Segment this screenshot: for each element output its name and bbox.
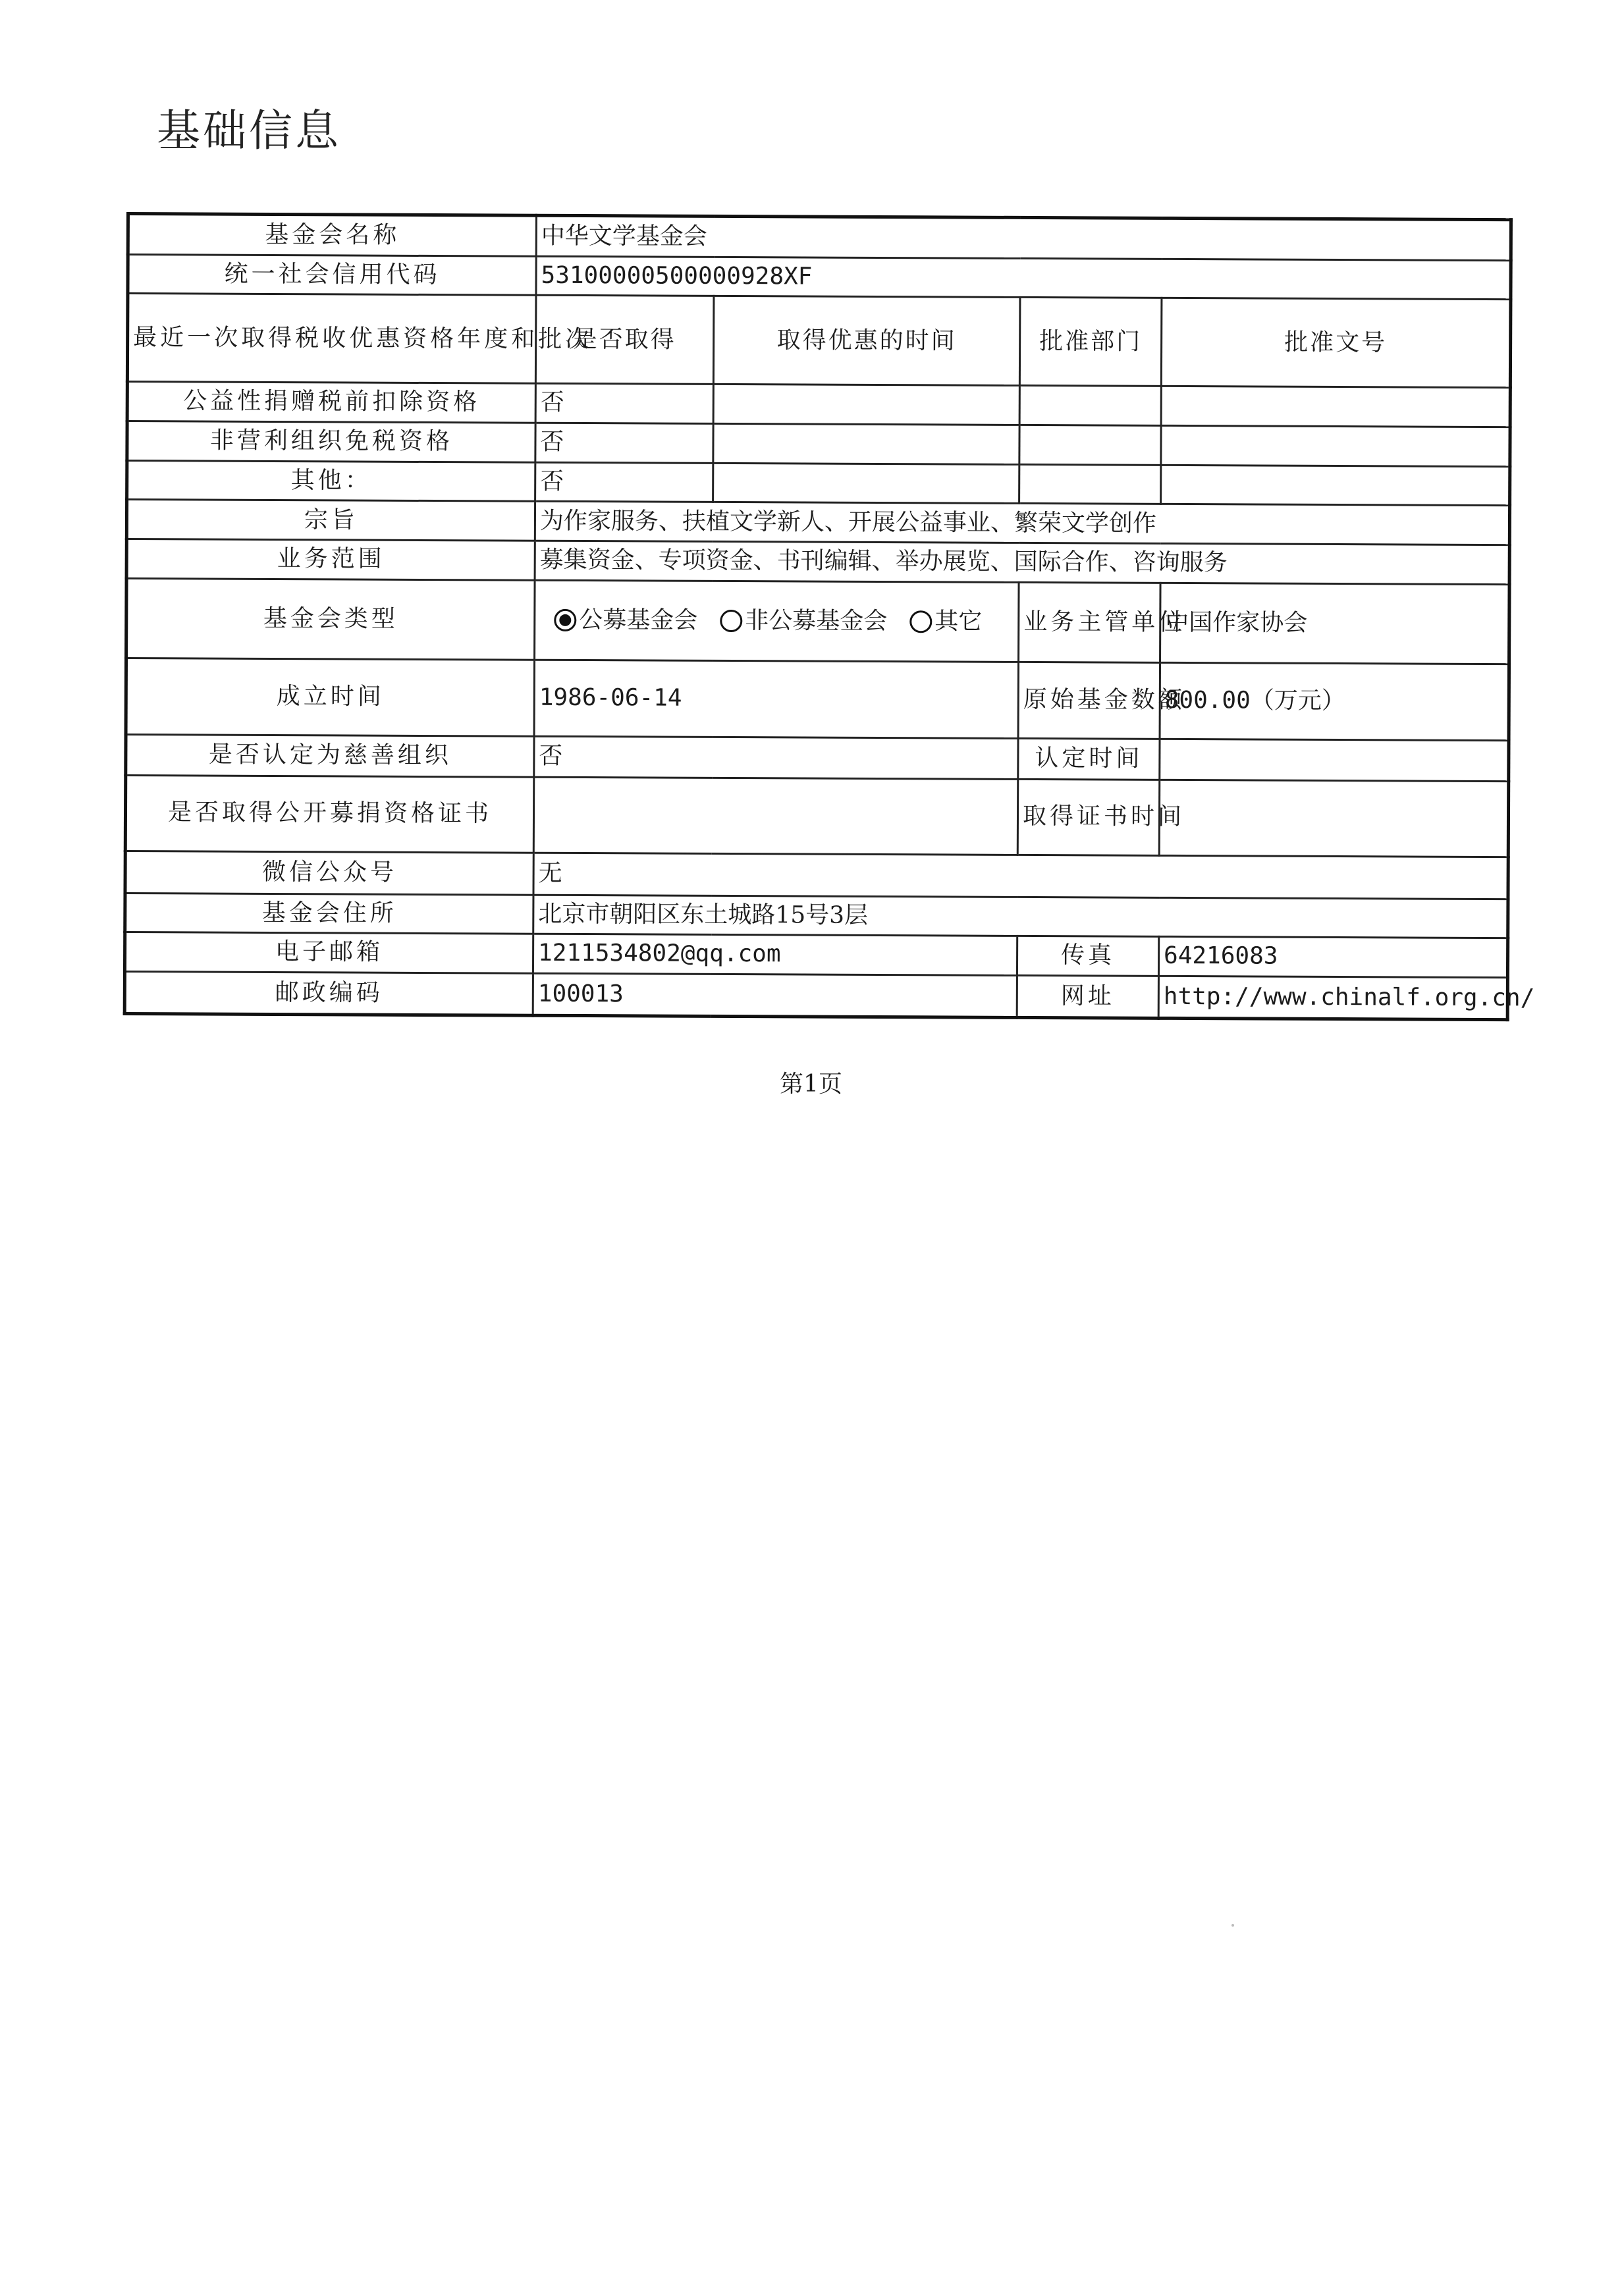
purpose-label: 宗旨	[126, 500, 535, 541]
scan-speck	[1231, 1924, 1234, 1927]
certificate-time-value	[1159, 780, 1509, 857]
row-credit-code	[128, 254, 1511, 300]
row-pre-tax	[127, 382, 1510, 427]
email-label: 电子邮箱	[124, 932, 533, 973]
page-title: 基础信息	[157, 105, 341, 156]
postcode-label: 邮政编码	[124, 972, 533, 1016]
radio-unselected-icon	[909, 610, 932, 633]
pre-tax-label: 公益性捐赠税前扣除资格	[127, 382, 535, 423]
scope-value: 募集资金、专项资金、书刊编辑、举办展览、国际合作、咨询服务	[535, 541, 1509, 584]
tax-qualification-label: 最近一次取得税收优惠资格年度和批次	[127, 294, 536, 384]
address-value: 北京市朝阳区东土城路15号3层	[533, 895, 1508, 938]
other-document-cell	[1161, 465, 1510, 506]
address-label: 基金会住所	[125, 893, 533, 934]
radio-public-foundation-label: 公募基金会	[579, 606, 698, 634]
fundraising-value	[533, 777, 1017, 855]
supervisor-value: 中国作家协会	[1160, 583, 1510, 664]
credit-code-label: 统一社会信用代码	[128, 254, 536, 295]
other-time-cell	[713, 463, 1019, 504]
website-label: 网址	[1017, 975, 1158, 1018]
basic-info-table	[123, 212, 1535, 1021]
row-founded	[126, 658, 1509, 740]
row-fundraising	[125, 775, 1508, 857]
pre-tax-value: 否	[535, 384, 713, 424]
row-tax-header	[127, 294, 1511, 388]
radio-non-public-foundation-label: 非公募基金会	[745, 606, 888, 635]
foundation-type-radio-group	[539, 604, 1014, 639]
purpose-value: 为作家服务、扶植文学新人、开展公益事业、繁荣文学创作	[535, 502, 1509, 545]
website-value: http://www.chinalf.org.cn/	[1158, 976, 1507, 1019]
pre-tax-time-cell	[713, 385, 1019, 425]
page-number: 第1页	[780, 1071, 842, 1098]
other-department-cell	[1019, 464, 1161, 504]
fax-label: 传真	[1017, 936, 1158, 976]
row-other	[127, 460, 1510, 506]
pre-tax-document-cell	[1161, 387, 1510, 427]
founded-value: 1986-06-14	[534, 660, 1018, 739]
tax-header-document-no: 批准文号	[1161, 298, 1511, 388]
tax-exempt-department-cell	[1019, 425, 1161, 465]
row-foundation-type	[126, 578, 1510, 664]
charity-time-value	[1160, 739, 1509, 781]
original-fund-label: 原始基金数额	[1018, 662, 1160, 739]
row-charity	[126, 734, 1509, 781]
pre-tax-department-cell	[1019, 386, 1161, 426]
charity-label: 是否认定为慈善组织	[126, 734, 534, 776]
fax-value: 64216083	[1158, 937, 1507, 978]
postcode-value: 100013	[533, 973, 1017, 1017]
foundation-type-label: 基金会类型	[126, 578, 535, 660]
scope-label: 业务范围	[126, 539, 535, 580]
founded-label: 成立时间	[126, 658, 534, 736]
tax-exempt-time-cell	[713, 423, 1019, 464]
tax-header-time: 取得优惠的时间	[713, 296, 1020, 386]
foundation-name-label: 基金会名称	[128, 214, 536, 256]
row-scope	[126, 539, 1509, 585]
row-tax-exempt	[127, 421, 1510, 467]
row-foundation-name	[128, 214, 1511, 261]
certificate-time-label: 取得证书时间	[1017, 779, 1160, 855]
credit-code-value: 53100000500000928XF	[536, 256, 1511, 300]
charity-time-label: 认定时间	[1018, 738, 1160, 780]
radio-non-public-foundation[interactable]	[720, 605, 887, 638]
row-address	[125, 893, 1508, 938]
row-email	[124, 932, 1507, 978]
tax-header-department: 批准部门	[1019, 298, 1162, 387]
tax-exempt-document-cell	[1161, 425, 1510, 466]
row-purpose	[126, 500, 1509, 545]
other-label: 其他：	[127, 460, 535, 501]
wechat-value: 无	[533, 853, 1508, 899]
tax-exempt-label: 非营利组织免税资格	[127, 421, 535, 462]
row-postcode	[124, 972, 1507, 1020]
original-fund-value: 800.00（万元）	[1160, 663, 1509, 741]
charity-value: 否	[534, 736, 1018, 779]
email-value: 1211534802@qq.com	[533, 934, 1017, 976]
radio-other-label: 其它	[934, 608, 983, 635]
radio-selected-icon	[554, 609, 576, 631]
radio-public-foundation[interactable]	[554, 604, 697, 637]
foundation-name-value: 中华文学基金会	[536, 215, 1511, 260]
row-wechat	[125, 851, 1508, 899]
radio-unselected-icon	[720, 610, 742, 632]
tax-header-obtained: 是否取得	[535, 296, 714, 385]
fundraising-label: 是否取得公开募捐资格证书	[125, 775, 533, 853]
foundation-type-options	[535, 580, 1019, 662]
other-value: 否	[535, 462, 713, 502]
supervisor-label: 业务主管单位	[1019, 582, 1161, 662]
wechat-label: 微信公众号	[125, 851, 533, 895]
tax-exempt-value: 否	[535, 423, 713, 463]
radio-other[interactable]	[909, 606, 982, 638]
